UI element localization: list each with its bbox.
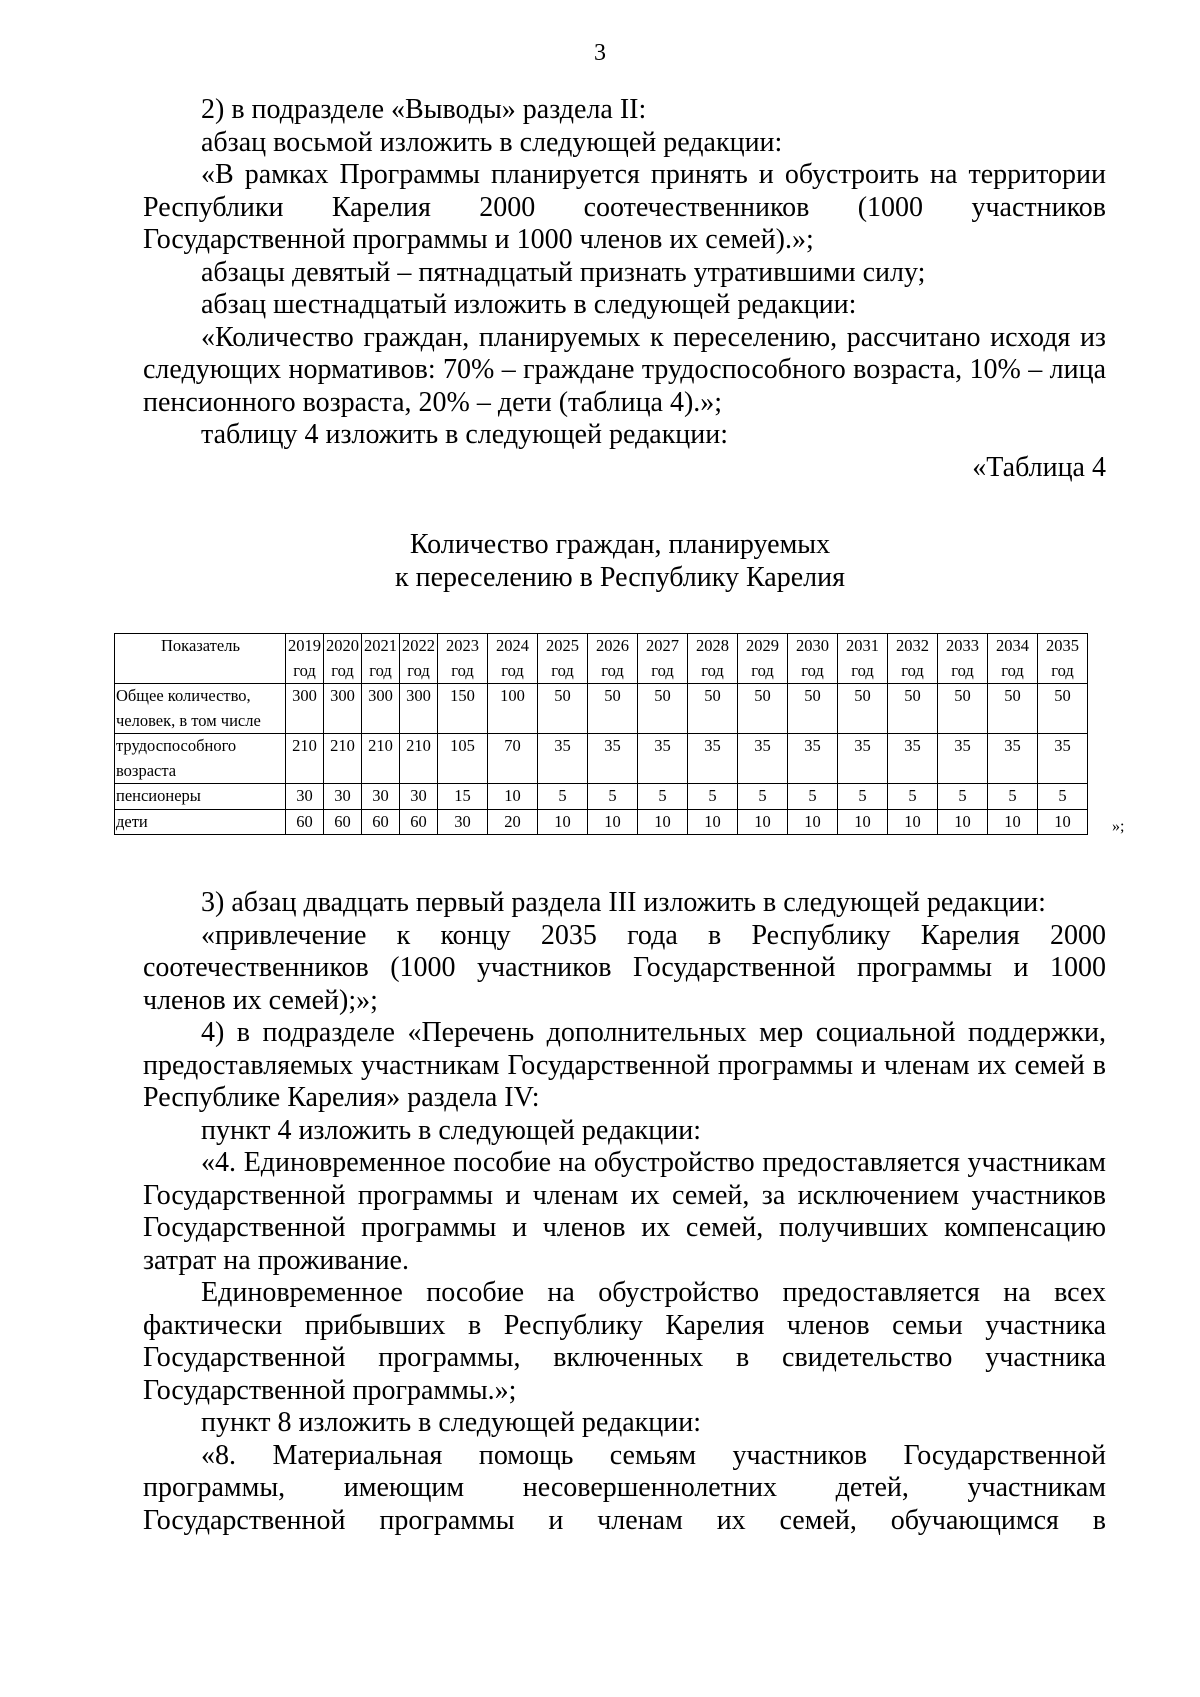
- table-cell: 50: [988, 684, 1038, 734]
- table-cell: 10: [938, 809, 988, 835]
- table-cell: 15: [438, 784, 488, 810]
- page-number: 3: [594, 40, 606, 66]
- header-cell-year: 2029 год: [738, 634, 788, 684]
- row-label: пенсионеры: [115, 784, 286, 810]
- table-cell: 5: [1038, 784, 1088, 810]
- paragraph-sixteenth-abzac: абзац шестнадцатый изложить в следующей редакции:: [201, 289, 857, 320]
- table-cell: 50: [588, 684, 638, 734]
- table-cell: 35: [1038, 734, 1088, 784]
- table-cell: 5: [538, 784, 588, 810]
- table-closing-quote: »;: [1112, 818, 1125, 835]
- table-row-children: [115, 809, 1088, 835]
- table-cell: 50: [738, 684, 788, 734]
- table-cell: 5: [788, 784, 838, 810]
- table-cell: 60: [400, 809, 438, 835]
- top-text: [143, 94, 1106, 484]
- table-cell: 10: [1038, 809, 1088, 835]
- table-cell: 35: [738, 734, 788, 784]
- table-cell: 35: [888, 734, 938, 784]
- header-cell-year: 2021 год: [362, 634, 400, 684]
- paragraph-subsection-measures: 4) в подразделе «Перечень дополнительных мер социальной поддержки, предоставляемых участникам Государственной программы и членам их семей в Республике Карелия» раздела IV:: [143, 1017, 1106, 1113]
- table-cell: 105: [438, 734, 488, 784]
- table-cell: 5: [588, 784, 638, 810]
- paragraph-point-eight-intro: пункт 8 изложить в следующей редакции:: [201, 1407, 701, 1438]
- table-cell: 35: [938, 734, 988, 784]
- table-cell: 30: [286, 784, 324, 810]
- table-cell: 30: [438, 809, 488, 835]
- table-row-working-age: [115, 734, 1088, 784]
- header-cell-year: 2030 год: [788, 634, 838, 684]
- header-cell-indicator: Показатель: [115, 634, 286, 684]
- table-cell: 300: [400, 684, 438, 734]
- table-header-row: [115, 634, 1088, 684]
- table-row-total: [115, 684, 1088, 734]
- table-cell: 10: [488, 784, 538, 810]
- table-cell: 35: [988, 734, 1038, 784]
- table-cell: 150: [438, 684, 488, 734]
- header-cell-year: 2035 год: [1038, 634, 1088, 684]
- table-cell: 70: [488, 734, 538, 784]
- table-cell: 30: [362, 784, 400, 810]
- table-label: «Таблица 4: [972, 451, 1106, 483]
- header-cell-year: 2034 год: [988, 634, 1038, 684]
- table-cell: 50: [788, 684, 838, 734]
- table-cell: 5: [988, 784, 1038, 810]
- table-cell: 300: [362, 684, 400, 734]
- header-cell-year: 2024 год: [488, 634, 538, 684]
- table-cell: 5: [638, 784, 688, 810]
- table-cell: 10: [738, 809, 788, 835]
- table-cell: 210: [286, 734, 324, 784]
- table-cell: 10: [588, 809, 638, 835]
- table-cell: 5: [888, 784, 938, 810]
- table-cell: 50: [1038, 684, 1088, 734]
- row-label: Общее количество, человек, в том числе: [115, 684, 286, 734]
- table-cell: 35: [588, 734, 638, 784]
- header-cell-year: 2026 год: [588, 634, 638, 684]
- table-cell: 60: [286, 809, 324, 835]
- paragraph-quote-2035: «привлечение к концу 2035 года в Республику Карелия 2000 соотечественников (1000 участников Государственной программы и 1000 членов их семей);»;: [143, 919, 1106, 1016]
- paragraph-quote-program: «В рамках Программы планируется принять и обустроить на территории Республики Карелия 2000 соотечественников (1000 участников Государственной программы и 1000 членов их семей).»;: [143, 159, 1106, 255]
- header-cell-year: 2025 год: [538, 634, 588, 684]
- table-cell: 210: [400, 734, 438, 784]
- table-cell: 10: [688, 809, 738, 835]
- table-cell: 300: [324, 684, 362, 734]
- header-cell-year: 2019 год: [286, 634, 324, 684]
- table-cell: 10: [538, 809, 588, 835]
- paragraph-abzacs-void: абзацы девятый – пятнадцатый признать утратившими силу;: [201, 256, 926, 288]
- table-cell: 5: [938, 784, 988, 810]
- header-cell-year: 2028 год: [688, 634, 738, 684]
- table-row-pensioners: [115, 784, 1088, 810]
- paragraph-section-three: 3) абзац двадцать первый раздела III изложить в следующей редакции:: [201, 887, 1046, 918]
- paragraph-quote-norms: «Количество граждан, планируемых к переселению, рассчитано исходя из следующих нормативов: 70% – граждане трудоспособного возраста, 10% – лица пенсионного возраста, 20% – дети (таблица 4).»;: [143, 321, 1106, 418]
- table-cell: 50: [838, 684, 888, 734]
- table-cell: 5: [688, 784, 738, 810]
- header-cell-year: 2031 год: [838, 634, 888, 684]
- header-cell-year: 2020 год: [324, 634, 362, 684]
- table-cell: 50: [538, 684, 588, 734]
- header-cell-year: 2032 год: [888, 634, 938, 684]
- table-cell: 5: [738, 784, 788, 810]
- row-label: дети: [115, 809, 286, 835]
- table-cell: 100: [488, 684, 538, 734]
- table-cell: 35: [688, 734, 738, 784]
- table-cell: 10: [838, 809, 888, 835]
- table-cell: 10: [788, 809, 838, 835]
- resettlement-table: [114, 633, 1088, 835]
- bottom-text: [143, 887, 1106, 1537]
- table-cell: 10: [638, 809, 688, 835]
- table-cell: 210: [362, 734, 400, 784]
- header-cell-year: 2027 год: [638, 634, 688, 684]
- header-cell-year: 2023 год: [438, 634, 488, 684]
- table-cell: 35: [638, 734, 688, 784]
- table-cell: 30: [400, 784, 438, 810]
- paragraph-allowance: Единовременное пособие на обустройство предоставляется на всех фактически прибывших в Республику Карелия членов семьи участника Государственной программы, включенных в свидетельство участника Государственной программы.»;: [143, 1277, 1106, 1406]
- header-cell-year: 2033 год: [938, 634, 988, 684]
- table-cell: 35: [838, 734, 888, 784]
- table-cell: 50: [938, 684, 988, 734]
- paragraph-subsection-conclusions: 2) в подразделе «Выводы» раздела II:: [201, 94, 647, 125]
- header-cell-year: 2022 год: [400, 634, 438, 684]
- paragraph-table-intro: таблицу 4 изложить в следующей редакции:: [201, 419, 729, 450]
- table-cell: 300: [286, 684, 324, 734]
- table-cell: 35: [538, 734, 588, 784]
- table-caption: [0, 528, 1200, 594]
- table-cell: 5: [838, 784, 888, 810]
- table-cell: 210: [324, 734, 362, 784]
- table-cell: 60: [362, 809, 400, 835]
- table-cell: 30: [324, 784, 362, 810]
- table-cell: 50: [888, 684, 938, 734]
- paragraph-point-four-intro: пункт 4 изложить в следующей редакции:: [201, 1114, 701, 1146]
- row-label: трудоспособного возраста: [115, 734, 286, 784]
- table-cell: 20: [488, 809, 538, 835]
- table-cell: 10: [888, 809, 938, 835]
- paragraph-eighth-abzac: абзац восьмой изложить в следующей редакции:: [201, 126, 783, 158]
- table-cell: 50: [688, 684, 738, 734]
- paragraph-quote-point-four: «4. Единовременное пособие на обустройство предоставляется участникам Государственной программы и членам их семей, за исключением участников Государственной программы и членов их семей, получивших компенсацию затрат на проживание.: [143, 1147, 1106, 1276]
- table-cell: 50: [638, 684, 688, 734]
- table-cell: 60: [324, 809, 362, 835]
- caption-line-2: к переселению в Республику Карелия: [395, 562, 845, 593]
- table-cell: 10: [988, 809, 1038, 835]
- paragraph-quote-point-eight: «8. Материальная помощь семьям участников Государственной программы, имеющим несовершеннолетних детей, участникам Государственной программы и членам их семей, обучающимся в: [143, 1439, 1106, 1536]
- caption-line-1: Количество граждан, планируемых: [409, 529, 831, 560]
- table-cell: 35: [788, 734, 838, 784]
